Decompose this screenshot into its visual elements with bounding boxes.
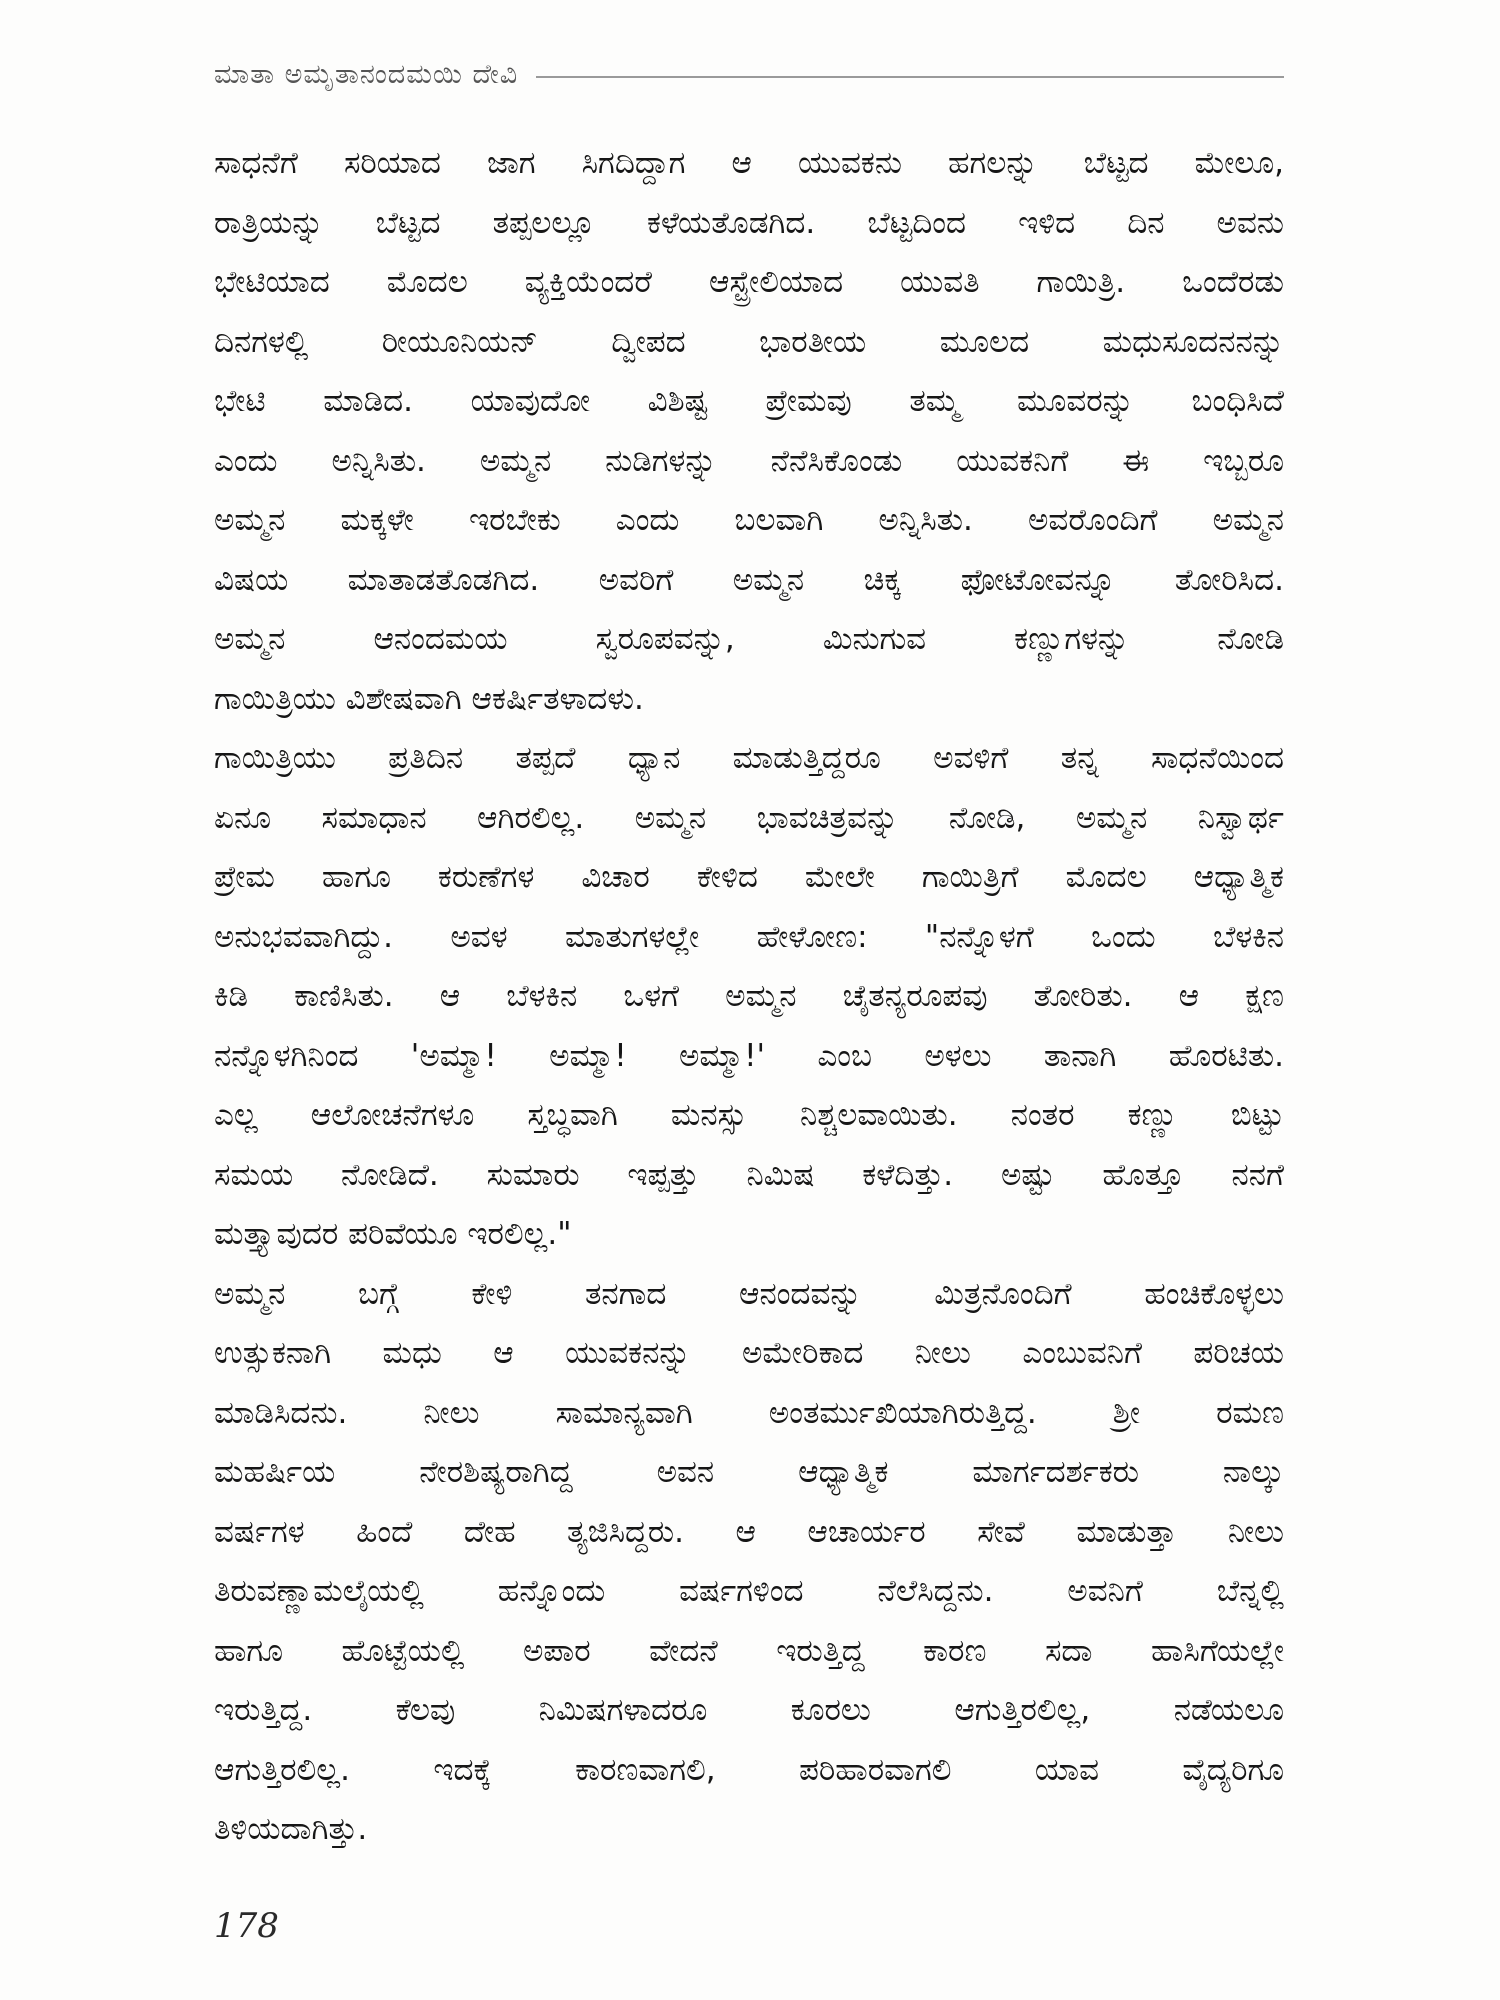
text-line: ಮತ್ತ್ಯಾವುದರ ಪರಿವೆಯೂ ಇರಲಿಲ್ಲ." (214, 1216, 572, 1252)
running-head (214, 52, 1284, 98)
text-line: ಎಲ್ಲ ಆಲೋಚನೆಗಳೂ ಸ್ತಬ್ಧವಾಗಿ ಮನಸ್ಸು ನಿಶ್ಚಲವಾಯಿತು. ನಂತರ ಕಣ್ಣು ಬಿಟ್ಟು (214, 1097, 1284, 1133)
text-line: ನನ್ನೊಳಗಿನಿಂದ 'ಅಮ್ಮಾ! ಅಮ್ಮಾ! ಅಮ್ಮಾ!' ಎಂಬ ಅಳಲು ತಾನಾಗಿ ಹೊರಟಿತು. (214, 1037, 1284, 1074)
page-number: 178 (214, 1906, 279, 1946)
text-line: ತಿಳಿಯದಾಗಿತ್ತು. (214, 1811, 368, 1847)
body-text (214, 134, 1284, 1860)
text-line: ಭೇಟಿ ಮಾಡಿದ. ಯಾವುದೋ ವಿಶಿಷ್ಟ ಪ್ರೇಮವು ತಮ್ಮ ಮೂವರನ್ನು ಬಂಧಿಸಿದೆ (214, 383, 1284, 419)
running-head-title: ಮಾತಾ ಅಮೃತಾನಂದಮಯಿ ದೇವಿ (214, 59, 519, 90)
running-head-rule (536, 76, 1284, 78)
text-line: ಭೇಟಿಯಾದ ಮೊದಲ ವ್ಯಕ್ತಿಯೆಂದರೆ ಆಸ್ಟ್ರೇಲಿಯಾದ ಯುವತಿ ಗಾಯಿತ್ರಿ. ಒಂದೆರಡು (214, 264, 1284, 300)
text-line: ಮಹರ್ಷಿಯ ನೇರಶಿಷ್ಯರಾಗಿದ್ದ ಅವನ ಆಧ್ಯಾತ್ಮಿಕ ಮಾರ್ಗದರ್ಶಕರು ನಾಲ್ಕು (214, 1454, 1284, 1490)
text-line: ಅಮ್ಮನ ಆನಂದಮಯ ಸ್ವರೂಪವನ್ನು, ಮಿನುಗುವ ಕಣ್ಣುಗಳನ್ನು ನೋಡಿ (214, 621, 1284, 657)
text-line: ಕಿಡಿ ಕಾಣಿಸಿತು. ಆ ಬೆಳಕಿನ ಒಳಗೆ ಅಮ್ಮನ ಚೈತನ್ಯರೂಪವು ತೋರಿತು. ಆ ಕ್ಷಣ (214, 978, 1284, 1014)
text-line: ಸಾಧನೆಗೆ ಸರಿಯಾದ ಜಾಗ ಸಿಗದಿದ್ದಾಗ ಆ ಯುವಕನು ಹಗಲನ್ನು ಬೆಟ್ಟದ ಮೇಲೂ, (214, 145, 1284, 181)
text-line: ಮಾಡಿಸಿದನು. ನೀಲು ಸಾಮಾನ್ಯವಾಗಿ ಅಂತರ್ಮುಖಿಯಾಗಿರುತ್ತಿದ್ದ. ಶ್ರೀ ರಮಣ (214, 1394, 1284, 1431)
paragraph-1 (214, 134, 1284, 729)
text-line: ಪ್ರೇಮ ಹಾಗೂ ಕರುಣೆಗಳ ವಿಚಾರ ಕೇಳಿದ ಮೇಲೇ ಗಾಯಿತ್ರಿಗೆ ಮೊದಲ ಆಧ್ಯಾತ್ಮಿಕ (214, 859, 1284, 895)
text-line: ಅನುಭವವಾಗಿದ್ದು. ಅವಳ ಮಾತುಗಳಲ್ಲೇ ಹೇಳೋಣ: "ನನ್ನೊಳಗೆ ಒಂದು ಬೆಳಕಿನ (214, 918, 1284, 955)
text-line: ವರ್ಷಗಳ ಹಿಂದೆ ದೇಹ ತ್ಯಜಿಸಿದ್ದರು. ಆ ಆಚಾರ್ಯರ ಸೇವೆ ಮಾಡುತ್ತಾ ನೀಲು (214, 1513, 1284, 1550)
text-line: ರಾತ್ರಿಯನ್ನು ಬೆಟ್ಟದ ತಪ್ಪಲಲ್ಲೂ ಕಳೆಯತೊಡಗಿದ. ಬೆಟ್ಟದಿಂದ ಇಳಿದ ದಿನ ಅವನು (214, 204, 1284, 241)
text-line: ದಿನಗಳಲ್ಲಿ ರೀಯೂನಿಯನ್ ದ್ವೀಪದ ಭಾರತೀಯ ಮೂಲದ ಮಧುಸೂದನನನ್ನು (214, 323, 1284, 360)
paragraph-3 (214, 1265, 1284, 1860)
text-line: ಇರುತ್ತಿದ್ದ. ಕೆಲವು ನಿಮಿಷಗಳಾದರೂ ಕೂರಲು ಆಗುತ್ತಿರಲಿಲ್ಲ, ನಡೆಯಲೂ (214, 1692, 1284, 1728)
text-line: ಗಾಯಿತ್ರಿಯು ವಿಶೇಷವಾಗಿ ಆಕರ್ಷಿತಳಾದಳು. (214, 680, 644, 717)
text-line: ತಿರುವಣ್ಣಾಮಲೈಯಲ್ಲಿ ಹನ್ನೊಂದು ವರ್ಷಗಳಿಂದ ನೆಲೆಸಿದ್ದನು. ಅವನಿಗೆ ಬೆನ್ನಲ್ಲಿ (214, 1573, 1284, 1609)
text-line: ಗಾಯಿತ್ರಿಯು ಪ್ರತಿದಿನ ತಪ್ಪದೆ ಧ್ಯಾನ ಮಾಡುತ್ತಿದ್ದರೂ ಅವಳಿಗೆ ತನ್ನ ಸಾಧನೆಯಿಂದ (214, 740, 1284, 776)
paragraph-2 (214, 729, 1284, 1265)
text-line: ಉತ್ಸುಕನಾಗಿ ಮಧು ಆ ಯುವಕನನ್ನು ಅಮೇರಿಕಾದ ನೀಲು ಎಂಬುವನಿಗೆ ಪರಿಚಯ (214, 1335, 1284, 1371)
text-line: ಎಂದು ಅನ್ನಿಸಿತು. ಅಮ್ಮನ ನುಡಿಗಳನ್ನು ನೆನೆಸಿಕೊಂಡು ಯುವಕನಿಗೆ ಈ ಇಬ್ಬರೂ (214, 442, 1284, 479)
text-line: ಸಮಯ ನೋಡಿದೆ. ಸುಮಾರು ಇಪ್ಪತ್ತು ನಿಮಿಷ ಕಳೆದಿತ್ತು. ಅಷ್ಟು ಹೊತ್ತೂ ನನಗೆ (214, 1156, 1284, 1193)
text-line: ಆಗುತ್ತಿರಲಿಲ್ಲ. ಇದಕ್ಕೆ ಕಾರಣವಾಗಲಿ, ಪರಿಹಾರವಾಗಲಿ ಯಾವ ವೈದ್ಯರಿಗೂ (214, 1751, 1284, 1788)
text-line: ಏನೂ ಸಮಾಧಾನ ಆಗಿರಲಿಲ್ಲ. ಅಮ್ಮನ ಭಾವಚಿತ್ರವನ್ನು ನೋಡಿ, ಅಮ್ಮನ ನಿಸ್ವಾರ್ಥ (214, 799, 1284, 836)
text-line: ವಿಷಯ ಮಾತಾಡತೊಡಗಿದ. ಅವರಿಗೆ ಅಮ್ಮನ ಚಿಕ್ಕ ಫೋಟೋವನ್ನೂ ತೋರಿಸಿದ. (214, 561, 1284, 598)
text-line: ಅಮ್ಮನ ಮಕ್ಕಳೇ ಇರಬೇಕು ಎಂದು ಬಲವಾಗಿ ಅನ್ನಿಸಿತು. ಅವರೊಂದಿಗೆ ಅಮ್ಮನ (214, 502, 1284, 538)
text-line: ಅಮ್ಮನ ಬಗ್ಗೆ ಕೇಳಿ ತನಗಾದ ಆನಂದವನ್ನು ಮಿತ್ರನೊಂದಿಗೆ ಹಂಚಿಕೊಳ್ಳಲು (214, 1275, 1284, 1312)
text-line: ಹಾಗೂ ಹೊಟ್ಟೆಯಲ್ಲಿ ಅಪಾರ ವೇದನೆ ಇರುತ್ತಿದ್ದ ಕಾರಣ ಸದಾ ಹಾಸಿಗೆಯಲ್ಲೇ (214, 1632, 1284, 1669)
